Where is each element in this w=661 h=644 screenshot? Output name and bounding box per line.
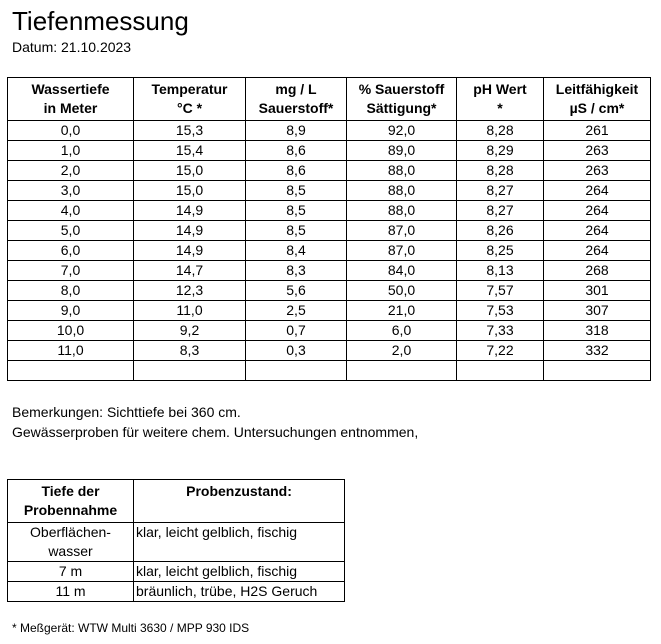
cell-water-depth: 3,0 xyxy=(8,181,134,201)
sample-condition-table xyxy=(7,479,345,602)
cell-oxygen-mgl: 8,6 xyxy=(246,141,347,161)
cell-ph: 8,25 xyxy=(457,241,544,261)
cell-oxygen-saturation: 87,0 xyxy=(347,241,457,261)
table-row xyxy=(8,261,651,281)
cell-oxygen-saturation: 92,0 xyxy=(347,121,457,141)
cell-sample-depth: 7 m xyxy=(8,562,134,582)
cell-oxygen-mgl: 8,4 xyxy=(246,241,347,261)
cell-ph: 8,26 xyxy=(457,221,544,241)
table-row xyxy=(8,281,651,301)
cell-conductivity: 264 xyxy=(544,241,651,261)
header-conductivity: Leitfähigkeit µS / cm* xyxy=(544,78,651,121)
cell-oxygen-mgl: 5,6 xyxy=(246,281,347,301)
cell-oxygen-mgl: 8,5 xyxy=(246,201,347,221)
table-row xyxy=(8,301,651,321)
cell-oxygen-saturation xyxy=(347,361,457,381)
cell-temperature: 15,4 xyxy=(134,141,246,161)
header-oxygen-mgl: mg / L Sauerstoff* xyxy=(246,78,347,121)
cell-oxygen-saturation: 88,0 xyxy=(347,161,457,181)
cell-conductivity: 261 xyxy=(544,121,651,141)
cell-oxygen-mgl: 8,5 xyxy=(246,181,347,201)
cell-oxygen-mgl: 0,3 xyxy=(246,341,347,361)
depth-measurement-table xyxy=(7,77,651,381)
cell-conductivity: 301 xyxy=(544,281,651,301)
cell-conductivity: 332 xyxy=(544,341,651,361)
header-temperature: Temperatur °C * xyxy=(134,78,246,121)
page-title: Tiefenmessung xyxy=(12,6,189,36)
cell-ph: 8,28 xyxy=(457,161,544,181)
table-row xyxy=(8,321,651,341)
table-row xyxy=(8,241,651,261)
cell-temperature: 15,3 xyxy=(134,121,246,141)
cell-oxygen-saturation: 50,0 xyxy=(347,281,457,301)
table-row xyxy=(8,523,345,562)
header-sample-condition: Probenzustand: xyxy=(134,480,345,523)
footnote: * Meßgerät: WTW Multi 3630 / MPP 930 IDS xyxy=(12,621,250,635)
cell-temperature: 15,0 xyxy=(134,181,246,201)
table-row xyxy=(8,161,651,181)
cell-water-depth: 0,0 xyxy=(8,121,134,141)
cell-temperature: 14,9 xyxy=(134,241,246,261)
cell-conductivity: 268 xyxy=(544,261,651,281)
cell-water-depth: 9,0 xyxy=(8,301,134,321)
header-sample-depth: Tiefe der Probennahme xyxy=(8,480,134,523)
cell-oxygen-mgl xyxy=(246,361,347,381)
cell-ph: 7,22 xyxy=(457,341,544,361)
cell-ph: 8,27 xyxy=(457,181,544,201)
cell-oxygen-saturation: 88,0 xyxy=(347,201,457,221)
cell-water-depth: 6,0 xyxy=(8,241,134,261)
cell-oxygen-mgl: 0,7 xyxy=(246,321,347,341)
remarks-line-1: Bemerkungen: Sichttiefe bei 360 cm. xyxy=(12,404,241,420)
cell-water-depth: 5,0 xyxy=(8,221,134,241)
cell-ph: 8,13 xyxy=(457,261,544,281)
cell-oxygen-mgl: 8,9 xyxy=(246,121,347,141)
cell-oxygen-saturation: 2,0 xyxy=(347,341,457,361)
table-header-row xyxy=(8,480,345,523)
cell-ph: 7,53 xyxy=(457,301,544,321)
cell-water-depth: 2,0 xyxy=(8,161,134,181)
measurement-date: Datum: 21.10.2023 xyxy=(12,39,132,55)
table-row xyxy=(8,361,651,381)
remarks xyxy=(12,402,418,442)
table-header-row xyxy=(8,78,651,121)
cell-ph: 8,28 xyxy=(457,121,544,141)
cell-conductivity: 318 xyxy=(544,321,651,341)
cell-sample-condition: klar, leicht gelblich, fischig xyxy=(134,523,345,562)
cell-sample-depth: 11 m xyxy=(8,582,134,602)
cell-temperature: 9,2 xyxy=(134,321,246,341)
cell-oxygen-saturation: 87,0 xyxy=(347,221,457,241)
table-row xyxy=(8,181,651,201)
cell-ph: 7,57 xyxy=(457,281,544,301)
cell-sample-condition: bräunlich, trübe, H2S Geruch xyxy=(134,582,345,602)
cell-sample-depth: Oberflächen- wasser xyxy=(8,523,134,562)
cell-ph: 8,29 xyxy=(457,141,544,161)
table-row xyxy=(8,221,651,241)
cell-water-depth: 11,0 xyxy=(8,341,134,361)
table-row xyxy=(8,341,651,361)
cell-conductivity: 264 xyxy=(544,221,651,241)
cell-temperature xyxy=(134,361,246,381)
cell-oxygen-saturation: 88,0 xyxy=(347,181,457,201)
cell-conductivity: 263 xyxy=(544,141,651,161)
cell-oxygen-saturation: 21,0 xyxy=(347,301,457,321)
header-water-depth: Wassertiefe in Meter xyxy=(8,78,134,121)
cell-ph xyxy=(457,361,544,381)
cell-water-depth: 4,0 xyxy=(8,201,134,221)
cell-water-depth: 8,0 xyxy=(8,281,134,301)
cell-water-depth: 1,0 xyxy=(8,141,134,161)
cell-oxygen-mgl: 2,5 xyxy=(246,301,347,321)
cell-water-depth: 10,0 xyxy=(8,321,134,341)
cell-oxygen-saturation: 6,0 xyxy=(347,321,457,341)
cell-conductivity: 263 xyxy=(544,161,651,181)
cell-oxygen-mgl: 8,6 xyxy=(246,161,347,181)
header-oxygen-saturation: % Sauerstoff Sättigung* xyxy=(347,78,457,121)
remarks-line-2: Gewässerproben für weitere chem. Untersuchungen entnommen, xyxy=(12,424,419,440)
table-row xyxy=(8,582,345,602)
table-row xyxy=(8,562,345,582)
cell-conductivity: 264 xyxy=(544,181,651,201)
cell-sample-condition: klar, leicht gelblich, fischig xyxy=(134,562,345,582)
header-ph: pH Wert * xyxy=(457,78,544,121)
cell-temperature: 14,9 xyxy=(134,201,246,221)
cell-oxygen-mgl: 8,3 xyxy=(246,261,347,281)
cell-ph: 7,33 xyxy=(457,321,544,341)
table-row xyxy=(8,121,651,141)
cell-conductivity: 264 xyxy=(544,201,651,221)
table-row xyxy=(8,141,651,161)
cell-temperature: 8,3 xyxy=(134,341,246,361)
cell-oxygen-mgl: 8,5 xyxy=(246,221,347,241)
cell-ph: 8,27 xyxy=(457,201,544,221)
table-row xyxy=(8,201,651,221)
cell-oxygen-saturation: 84,0 xyxy=(347,261,457,281)
cell-temperature: 14,7 xyxy=(134,261,246,281)
cell-temperature: 11,0 xyxy=(134,301,246,321)
cell-water-depth: 7,0 xyxy=(8,261,134,281)
cell-water-depth xyxy=(8,361,134,381)
cell-temperature: 15,0 xyxy=(134,161,246,181)
cell-temperature: 14,9 xyxy=(134,221,246,241)
cell-conductivity: 307 xyxy=(544,301,651,321)
cell-conductivity xyxy=(544,361,651,381)
cell-oxygen-saturation: 89,0 xyxy=(347,141,457,161)
cell-temperature: 12,3 xyxy=(134,281,246,301)
